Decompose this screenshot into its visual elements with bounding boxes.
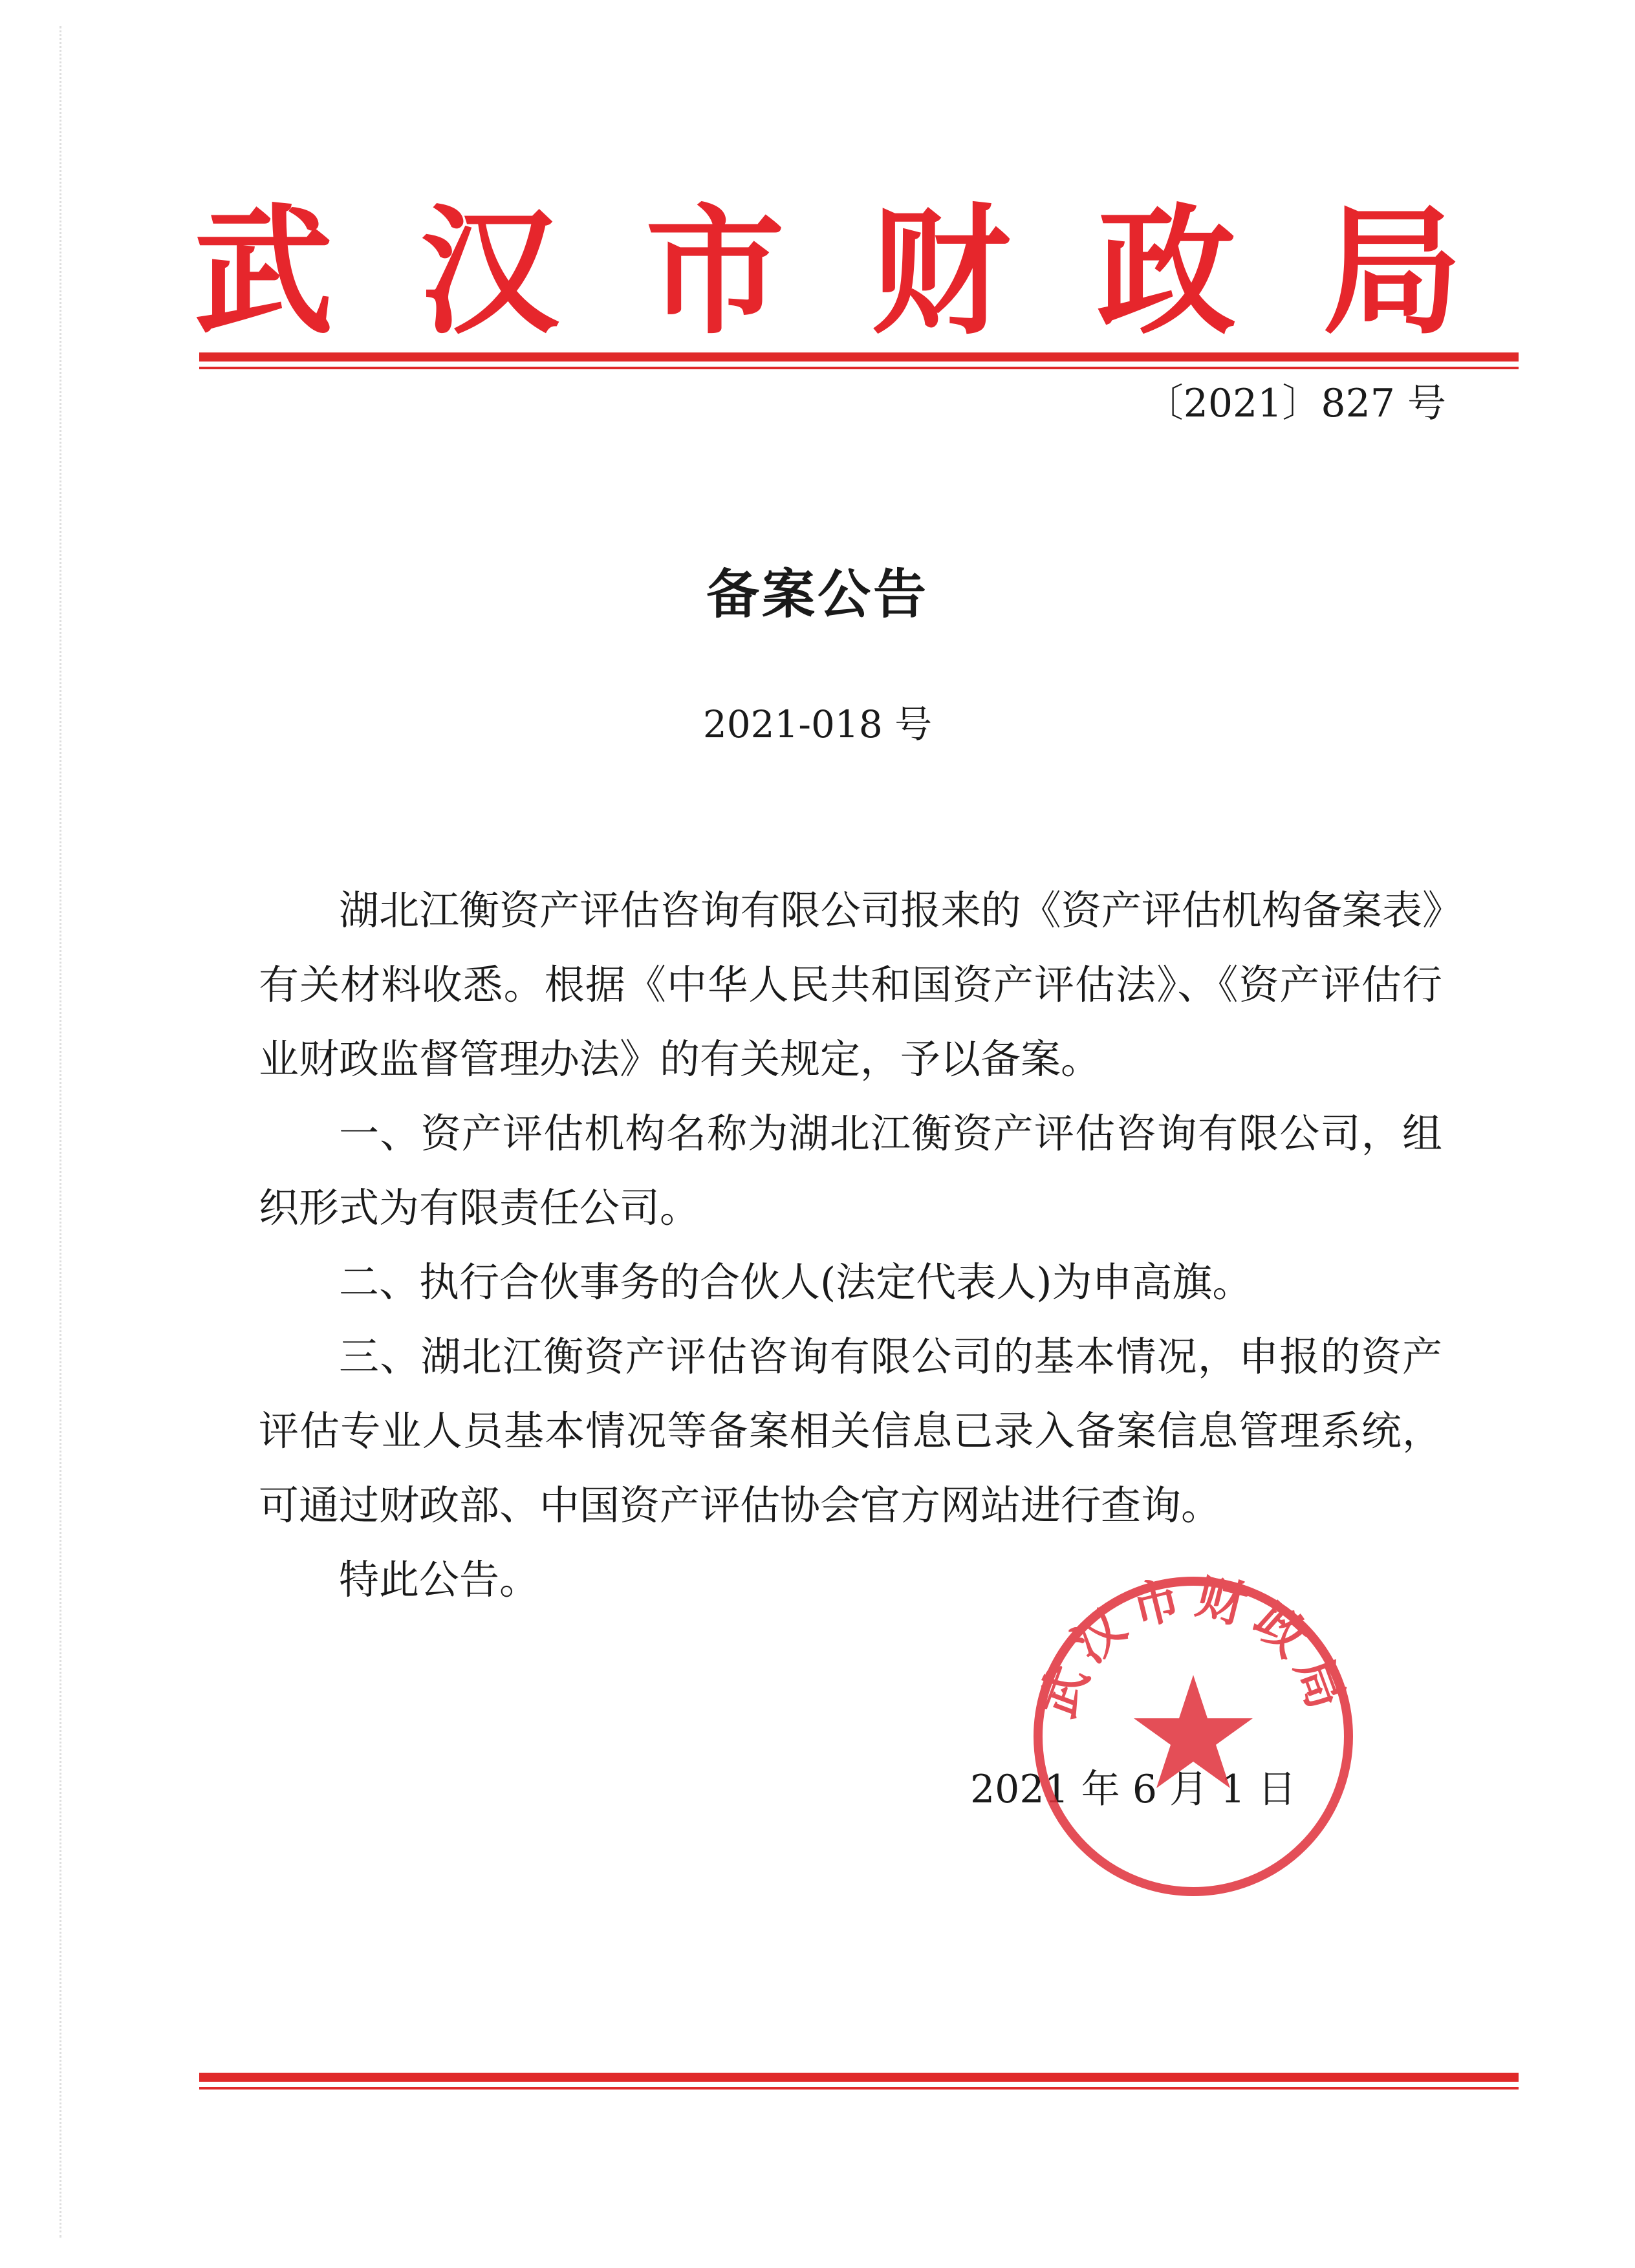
document-number: 〔2021〕827 号 <box>1144 381 1446 426</box>
footer-red-rule <box>199 2073 1519 2090</box>
red-rule-thick <box>199 352 1519 362</box>
issue-date: 2021 年 6 月 1 日 <box>970 1767 1297 1812</box>
masthead-red-rule <box>199 352 1519 369</box>
masthead-char: 汉 <box>420 190 559 353</box>
scan-edge-marks <box>60 26 63 2238</box>
red-rule-thin <box>199 367 1519 369</box>
red-rule-thin <box>199 2087 1519 2090</box>
seal-star-icon <box>1134 1675 1253 1788</box>
masthead-char: 武 <box>194 190 333 353</box>
document-title: 备案公告 <box>706 564 929 625</box>
body-paragraph: 湖北江衡资产评估咨询有限公司报来的《资产评估机构备案表》有关材料收悉。根据《中华人民共和国资产评估法》、《资产评估行业财政监督管理办法》的有关规定，予以备案。 <box>259 887 1442 1083</box>
seal-text-path: 武汉市财政局 <box>1028 1568 1359 1725</box>
notice-number: 2021-018 号 <box>702 702 933 746</box>
body-paragraph: 一、资产评估机构名称为湖北江衡资产评估咨询有限公司，组织形式为有限责任公司。 <box>259 1110 1442 1231</box>
body-paragraph: 三、湖北江衡资产评估咨询有限公司的基本情况，申报的资产评估专业人员基本情况等备案相关信息已录入备案信息管理系统，可通过财政部、中国资产评估协会官方网站进行查询。 <box>259 1333 1442 1529</box>
masthead-char: 财 <box>871 190 1010 353</box>
body-paragraph: 特此公告。 <box>339 1556 540 1603</box>
document-body <box>259 873 1442 1617</box>
masthead-char: 市 <box>645 190 785 353</box>
official-seal <box>1025 1568 1361 1905</box>
masthead-char: 政 <box>1097 190 1236 353</box>
masthead-title <box>194 188 1462 356</box>
body-paragraph: 二、执行合伙事务的合伙人(法定代表人)为申高旗。 <box>339 1258 1253 1306</box>
red-rule-thick <box>199 2073 1519 2082</box>
masthead-char: 局 <box>1323 190 1462 353</box>
